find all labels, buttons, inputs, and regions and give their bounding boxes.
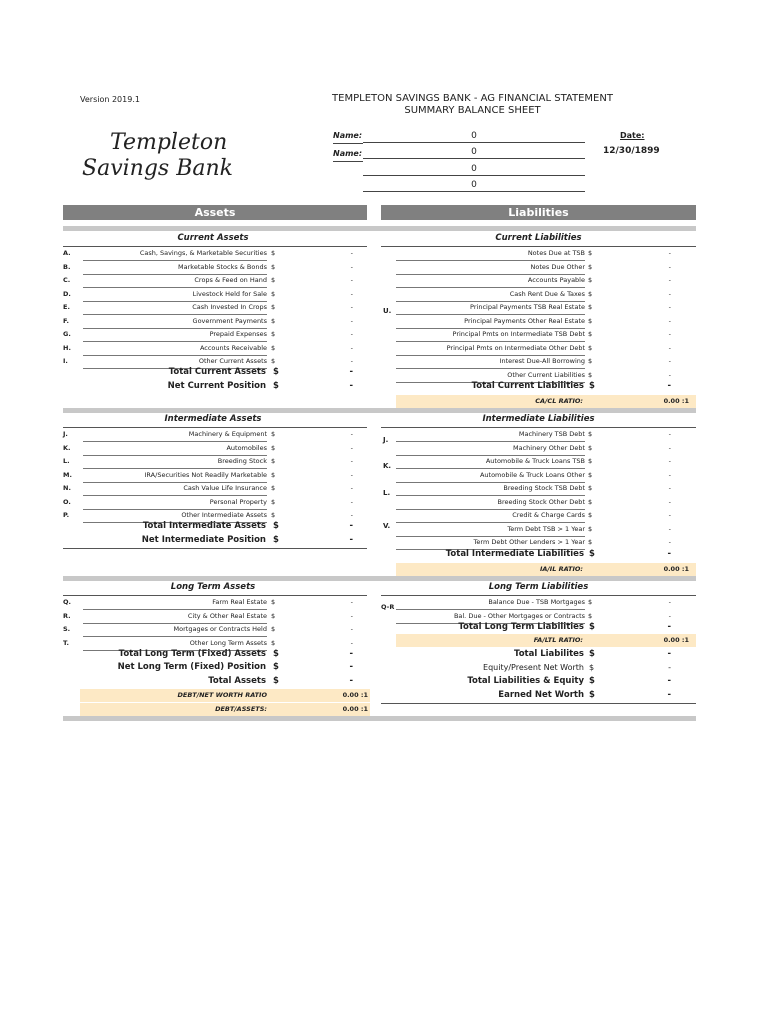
row-dollar-sign: $: [271, 457, 276, 465]
row-dollar-sign: $: [271, 625, 276, 633]
row-label: Other Current Liabilities: [396, 369, 585, 383]
row-value[interactable]: -: [350, 262, 353, 271]
row-dollar-sign: $: [588, 276, 593, 284]
row-value[interactable]: -: [350, 316, 353, 325]
row-label: Automobiles: [83, 442, 267, 456]
total-long-term-fixed-assets-dollar: $: [273, 649, 279, 659]
total-intermediate-assets-value: -: [349, 521, 353, 531]
fa-ltl-ratio-label: FA/LTL RATIO:: [533, 636, 583, 644]
row-label: Cash Value Life Insurance: [83, 482, 267, 496]
debt-net-worth-ratio-label: DEBT/NET WORTH RATIO: [177, 691, 267, 699]
long-term-assets-title: Long Term Assets: [170, 582, 256, 592]
intermediate-liabilities-row: [381, 509, 696, 522]
current-assets-row: [63, 261, 367, 274]
net-current-position-value: -: [349, 381, 353, 391]
row-label: Cash Rent Due & Taxes: [396, 288, 585, 302]
intermediate-liabilities-title: Intermediate Liabilities: [482, 414, 595, 424]
name-field-4[interactable]: 0: [363, 179, 585, 192]
row-value[interactable]: -: [668, 611, 671, 620]
row-dollar-sign: $: [271, 249, 276, 257]
row-label: Notes Due Other: [396, 261, 585, 275]
net-intermediate-position-row: [63, 534, 367, 547]
row-label: Machinery Other Debt: [396, 442, 585, 456]
debt-assets-ratio-row: [80, 703, 370, 716]
row-dollar-sign: $: [271, 343, 276, 352]
total-liabilities-row: [381, 648, 696, 661]
row-label: Other Intermediate Assets: [83, 509, 267, 523]
row-label: Livestock Held for Sale: [83, 288, 267, 302]
row-dollar-sign: $: [588, 511, 593, 519]
row-letter: L.: [63, 457, 70, 465]
row-value[interactable]: -: [668, 289, 671, 298]
int-liab-group-k: K.: [383, 462, 392, 470]
row-value[interactable]: -: [668, 443, 671, 452]
intermediate-assets-row: [63, 455, 367, 468]
date-value[interactable]: 12/30/1899: [603, 146, 660, 156]
row-dollar-sign: $: [271, 511, 276, 519]
row-label: Cash Invested In Crops: [83, 301, 267, 315]
total-long-term-liabilities-label: Total Long Term Liabilities: [458, 622, 584, 632]
row-dollar-sign: $: [588, 470, 593, 479]
row-dollar-sign: $: [271, 638, 276, 647]
row-value[interactable]: -: [668, 598, 671, 606]
row-dollar-sign: $: [588, 343, 593, 352]
intermediate-assets-row: [63, 442, 367, 455]
divider-bottom: [63, 716, 696, 721]
row-label: Government Payments: [83, 315, 267, 329]
intermediate-liabilities-row: [381, 442, 696, 455]
intermediate-assets-row: [63, 496, 367, 509]
row-value[interactable]: -: [350, 303, 353, 311]
row-dollar-sign: $: [588, 370, 593, 379]
row-label: IRA/Securities Not Readily Marketable: [83, 469, 267, 483]
row-letter: C.: [63, 276, 71, 284]
total-long-term-liabilities-value: -: [667, 622, 671, 632]
total-intermediate-liabilities-value: -: [667, 549, 671, 559]
total-liabilities-label: Total Liabilites: [514, 649, 584, 659]
row-dollar-sign: $: [271, 276, 276, 284]
row-value[interactable]: -: [350, 611, 353, 620]
row-label: Credit & Charge Cards: [396, 509, 585, 523]
intermediate-assets-row: [63, 482, 367, 495]
total-current-assets-value: -: [349, 367, 353, 377]
debt-net-worth-ratio-row: [80, 689, 370, 702]
row-label: Farm Real Estate: [83, 596, 267, 610]
row-dollar-sign: $: [588, 611, 593, 620]
row-letter: R.: [63, 611, 71, 620]
ia-il-ratio-row: [396, 563, 696, 576]
total-current-liabilities-label: Total Current Liabilities: [471, 381, 584, 391]
row-label: Principal Payments Other Real Estate: [396, 315, 585, 329]
row-letter: T.: [63, 638, 69, 647]
logo-line1: Templeton: [110, 130, 228, 155]
row-dollar-sign: $: [588, 289, 593, 298]
current-liabilities-row: [381, 328, 696, 341]
row-label: Term Debt TSB > 1 Year: [396, 523, 585, 537]
current-assets-row: [63, 247, 367, 260]
total-assets-label: Total Assets: [208, 676, 266, 686]
row-label: Breeding Stock: [83, 455, 267, 469]
row-value[interactable]: -: [350, 625, 353, 633]
total-assets-dollar: $: [273, 676, 279, 686]
total-intermediate-liabilities-label: Total Intermediate Liabilities: [445, 549, 584, 559]
statement-title: TEMPLETON SAVINGS BANK - AG FINANCIAL STATEMENT: [332, 93, 613, 104]
divider-top: [63, 226, 696, 231]
intermediate-liabilities-row: [381, 496, 696, 509]
intermediate-assets-bottom-rule: [63, 548, 367, 549]
intermediate-liabilities-row: [381, 482, 696, 495]
row-dollar-sign: $: [588, 357, 593, 365]
total-intermediate-assets-row: [63, 520, 367, 533]
statement-subtitle: SUMMARY BALANCE SHEET: [404, 105, 541, 116]
row-label: Mortgages or Contracts Held: [83, 623, 267, 637]
earned-net-worth-label: Earned Net Worth: [498, 690, 584, 700]
row-label: Term Debt Other Lenders > 1 Year: [396, 536, 585, 550]
row-dollar-sign: $: [271, 497, 276, 506]
total-intermediate-assets-label: Total Intermediate Assets: [142, 521, 266, 531]
current-assets-row: [63, 274, 367, 287]
row-dollar-sign: $: [271, 598, 276, 606]
row-letter: O.: [63, 497, 71, 506]
fa-ltl-ratio-value: 0.00 :1: [663, 636, 689, 644]
long-term-liabilities-row: [381, 596, 696, 609]
row-letter: M.: [63, 470, 72, 479]
row-dollar-sign: $: [588, 484, 593, 492]
equity-net-worth-label: Equity/Present Net Worth: [483, 663, 584, 672]
name-label-underline-1: [333, 131, 363, 144]
total-long-term-liabilities-row: [381, 621, 696, 634]
debt-assets-ratio-label: DEBT/ASSETS:: [215, 705, 267, 713]
total-current-assets-row: [63, 366, 367, 379]
row-dollar-sign: $: [588, 524, 593, 533]
current-liabilities-group-letter: U.: [383, 307, 392, 315]
row-value[interactable]: -: [350, 443, 353, 452]
earned-net-worth-row: [381, 689, 696, 702]
long-term-assets-row: [63, 610, 367, 623]
row-label: Prepaid Expenses: [83, 328, 267, 342]
row-dollar-sign: $: [588, 262, 593, 271]
ca-cl-ratio-label: CA/CL RATIO:: [535, 397, 583, 405]
net-long-term-fixed-position-dollar: $: [273, 662, 279, 672]
row-value[interactable]: -: [350, 511, 353, 519]
row-value[interactable]: -: [350, 497, 353, 506]
current-liabilities-row: [381, 355, 696, 368]
row-value[interactable]: -: [668, 357, 671, 365]
long-term-liabilities-bottom-rule: [381, 703, 696, 704]
name-field-2[interactable]: 0: [363, 146, 585, 159]
row-label: Automobile & Truck Loans Other: [396, 469, 585, 483]
current-assets-row: [63, 315, 367, 328]
net-long-term-fixed-position-label: Net Long Term (Fixed) Position: [117, 662, 266, 672]
row-letter: K.: [63, 443, 71, 452]
net-intermediate-position-label: Net Intermediate Position: [141, 535, 266, 545]
total-liabilities-equity-row: [381, 675, 696, 688]
intermediate-assets-row: [63, 469, 367, 482]
intermediate-liabilities-row: [381, 455, 696, 468]
row-value[interactable]: -: [350, 484, 353, 492]
row-label: Other Current Assets: [83, 355, 267, 369]
row-dollar-sign: $: [271, 470, 276, 479]
row-letter: Q.: [63, 598, 71, 606]
current-liabilities-row: [381, 261, 696, 274]
total-current-liabilities-row: [381, 380, 696, 393]
row-value[interactable]: -: [668, 316, 671, 325]
row-letter: G.: [63, 330, 71, 338]
net-long-term-fixed-position-row: [63, 661, 367, 674]
row-label: Notes Due at TSB: [396, 247, 585, 261]
current-liabilities-title: Current Liabilities: [495, 233, 582, 243]
current-liabilities-row: [381, 301, 696, 314]
long-term-liabilities-title: Long Term Liabilities: [488, 582, 589, 592]
row-letter: H.: [63, 343, 71, 352]
fa-ltl-ratio-row: [396, 634, 696, 647]
ca-cl-ratio-value: 0.00 :1: [663, 397, 689, 405]
version-label: Version 2019.1: [80, 95, 140, 104]
row-label: Interest Due-All Borrowing: [396, 355, 585, 369]
total-long-term-fixed-assets-label: Total Long Term (Fixed) Assets: [118, 649, 266, 659]
row-dollar-sign: $: [588, 330, 593, 338]
debt-net-worth-ratio-value: 0.00 :1: [342, 691, 368, 699]
assets-header: Assets: [63, 205, 367, 220]
row-value[interactable]: -: [668, 538, 671, 546]
total-intermediate-liabilities-dollar: $: [589, 549, 595, 559]
row-value[interactable]: -: [668, 457, 671, 465]
current-assets-row: [63, 342, 367, 355]
total-long-term-liabilities-dollar: $: [589, 622, 595, 632]
row-dollar-sign: $: [588, 249, 593, 257]
row-letter: D.: [63, 289, 71, 298]
current-liabilities-row: [381, 274, 696, 287]
row-label: Accounts Payable: [396, 274, 585, 288]
total-liabilities-value: -: [667, 649, 671, 659]
intermediate-assets-row: [63, 428, 367, 441]
row-letter: N.: [63, 484, 71, 492]
row-value[interactable]: -: [350, 289, 353, 298]
earned-net-worth-value: -: [667, 690, 671, 700]
name-label-underline-2: [333, 149, 363, 162]
net-current-position-dollar: $: [273, 381, 279, 391]
row-value[interactable]: -: [668, 276, 671, 284]
row-label: Marketable Stocks & Bonds: [83, 261, 267, 275]
row-label: Principal Pmts on Intermediate Other Debt: [396, 342, 585, 356]
row-dollar-sign: $: [271, 430, 276, 438]
row-dollar-sign: $: [271, 611, 276, 620]
row-dollar-sign: $: [271, 357, 276, 365]
row-value[interactable]: -: [668, 249, 671, 257]
total-current-liabilities-dollar: $: [589, 381, 595, 391]
current-assets-row: [63, 288, 367, 301]
row-dollar-sign: $: [588, 430, 593, 438]
row-dollar-sign: $: [271, 289, 276, 298]
long-term-assets-row: [63, 623, 367, 636]
row-dollar-sign: $: [588, 538, 593, 546]
total-liabilities-equity-value: -: [667, 676, 671, 686]
current-liabilities-row: [381, 342, 696, 355]
int-liab-group-j: J.: [383, 436, 389, 444]
row-value[interactable]: -: [668, 343, 671, 352]
row-label: Balance Due - TSB Mortgages: [396, 596, 585, 610]
net-current-position-row: [63, 380, 367, 393]
row-value[interactable]: -: [668, 484, 671, 492]
ia-il-ratio-label: IA/IL RATIO:: [539, 565, 583, 573]
row-value[interactable]: -: [668, 262, 671, 271]
row-value[interactable]: -: [350, 598, 353, 606]
total-assets-value: -: [349, 676, 353, 686]
row-value[interactable]: -: [668, 430, 671, 438]
row-value[interactable]: -: [668, 497, 671, 506]
row-dollar-sign: $: [588, 443, 593, 452]
current-assets-row: [63, 328, 367, 341]
row-dollar-sign: $: [588, 316, 593, 325]
row-value[interactable]: -: [350, 457, 353, 465]
row-value[interactable]: -: [350, 470, 353, 479]
name-label-1: Name:: [333, 131, 363, 140]
row-value[interactable]: -: [350, 249, 353, 257]
total-current-liabilities-value: -: [667, 381, 671, 391]
divider-long-term: [63, 576, 696, 581]
current-assets-title: Current Assets: [177, 233, 249, 243]
net-current-position-label: Net Current Position: [167, 381, 266, 391]
total-long-term-fixed-assets-row: [63, 648, 367, 661]
row-value[interactable]: -: [350, 430, 353, 438]
current-assets-row: [63, 301, 367, 314]
row-value[interactable]: -: [668, 470, 671, 479]
total-current-assets-dollar: $: [273, 367, 279, 377]
row-label: Principal Pmts on Intermediate TSB Debt: [396, 328, 585, 342]
long-term-assets-row: [63, 596, 367, 609]
total-liabilities-equity-dollar: $: [589, 676, 595, 686]
row-letter: F.: [63, 316, 69, 325]
int-liab-group-v: V.: [383, 522, 391, 530]
total-assets-row: [63, 675, 367, 688]
row-dollar-sign: $: [271, 303, 276, 311]
row-label: Machinery TSB Debt: [396, 428, 585, 442]
row-dollar-sign: $: [271, 484, 276, 492]
row-label: City & Other Real Estate: [83, 610, 267, 624]
net-intermediate-position-dollar: $: [273, 535, 279, 545]
row-dollar-sign: $: [271, 443, 276, 452]
current-liabilities-row: [381, 315, 696, 328]
long-liab-group-letter: Q-R: [381, 603, 395, 611]
row-letter: A.: [63, 249, 71, 257]
liabilities-header: Liabilities: [381, 205, 696, 220]
date-label: Date:: [620, 131, 645, 140]
row-label: Breeding Stock TSB Debt: [396, 482, 585, 496]
logo-line2: Savings Bank: [82, 156, 233, 181]
total-liabilities-dollar: $: [589, 649, 595, 659]
ca-cl-ratio-row: [396, 395, 696, 408]
row-dollar-sign: $: [271, 316, 276, 325]
row-label: Principal Payments TSB Real Estate: [396, 301, 585, 315]
row-dollar-sign: $: [271, 262, 276, 271]
row-label: Personal Property: [83, 496, 267, 510]
ia-il-ratio-value: 0.00 :1: [663, 565, 689, 573]
row-dollar-sign: $: [588, 303, 593, 311]
name-field-1[interactable]: 0: [363, 130, 585, 143]
equity-net-worth-row: [381, 661, 696, 674]
row-dollar-sign: $: [271, 330, 276, 338]
name-field-3[interactable]: 0: [363, 163, 585, 176]
row-dollar-sign: $: [588, 598, 593, 606]
total-intermediate-liabilities-row: [381, 548, 696, 561]
debt-assets-ratio-value: 0.00 :1: [342, 705, 368, 713]
intermediate-assets-title: Intermediate Assets: [164, 414, 262, 424]
current-liabilities-row: [381, 288, 696, 301]
row-value[interactable]: -: [350, 357, 353, 365]
row-letter: P.: [63, 511, 70, 519]
row-letter: B.: [63, 262, 71, 271]
row-value[interactable]: -: [668, 524, 671, 533]
row-label: Crops & Feed on Hand: [83, 274, 267, 288]
total-current-assets-label: Total Current Assets: [168, 367, 266, 377]
intermediate-liabilities-row: [381, 428, 696, 441]
name-label-2: Name:: [333, 149, 363, 158]
row-value[interactable]: -: [668, 303, 671, 311]
row-value[interactable]: -: [668, 511, 671, 519]
row-letter: I.: [63, 357, 68, 365]
row-label: Cash, Savings, & Marketable Securities: [83, 247, 267, 261]
row-value[interactable]: -: [350, 638, 353, 647]
row-label: Machinery & Equipment: [83, 428, 267, 442]
row-dollar-sign: $: [588, 457, 593, 465]
row-label: Accounts Receivable: [83, 342, 267, 356]
earned-net-worth-dollar: $: [589, 690, 595, 700]
equity-net-worth-dollar: $: [589, 663, 595, 672]
row-dollar-sign: $: [588, 497, 593, 506]
row-letter: J.: [63, 430, 68, 438]
row-value[interactable]: -: [350, 276, 353, 284]
row-label: Other Long Term Assets: [83, 637, 267, 651]
total-liabilities-equity-label: Total Liabilities & Equity: [467, 676, 584, 686]
equity-net-worth-value: -: [668, 663, 671, 672]
divider-intermediate: [63, 408, 696, 413]
row-letter: S.: [63, 625, 71, 633]
current-liabilities-row: [381, 247, 696, 260]
intermediate-liabilities-row: [381, 469, 696, 482]
row-label: Automobile & Truck Loans TSB: [396, 455, 585, 469]
net-long-term-fixed-position-value: -: [349, 662, 353, 672]
bank-logo: [80, 125, 233, 185]
row-label: Bal. Due - Other Mortgages or Contracts: [396, 610, 585, 624]
net-intermediate-position-value: -: [349, 535, 353, 545]
row-value[interactable]: -: [350, 343, 353, 352]
row-value[interactable]: -: [668, 330, 671, 338]
total-long-term-fixed-assets-value: -: [349, 649, 353, 659]
row-letter: E.: [63, 303, 70, 311]
int-liab-group-l: L.: [383, 489, 391, 497]
row-value[interactable]: -: [668, 370, 671, 379]
row-value[interactable]: -: [350, 330, 353, 338]
intermediate-liabilities-row: [381, 523, 696, 536]
row-label: Breeding Stock Other Debt: [396, 496, 585, 510]
total-intermediate-assets-dollar: $: [273, 521, 279, 531]
